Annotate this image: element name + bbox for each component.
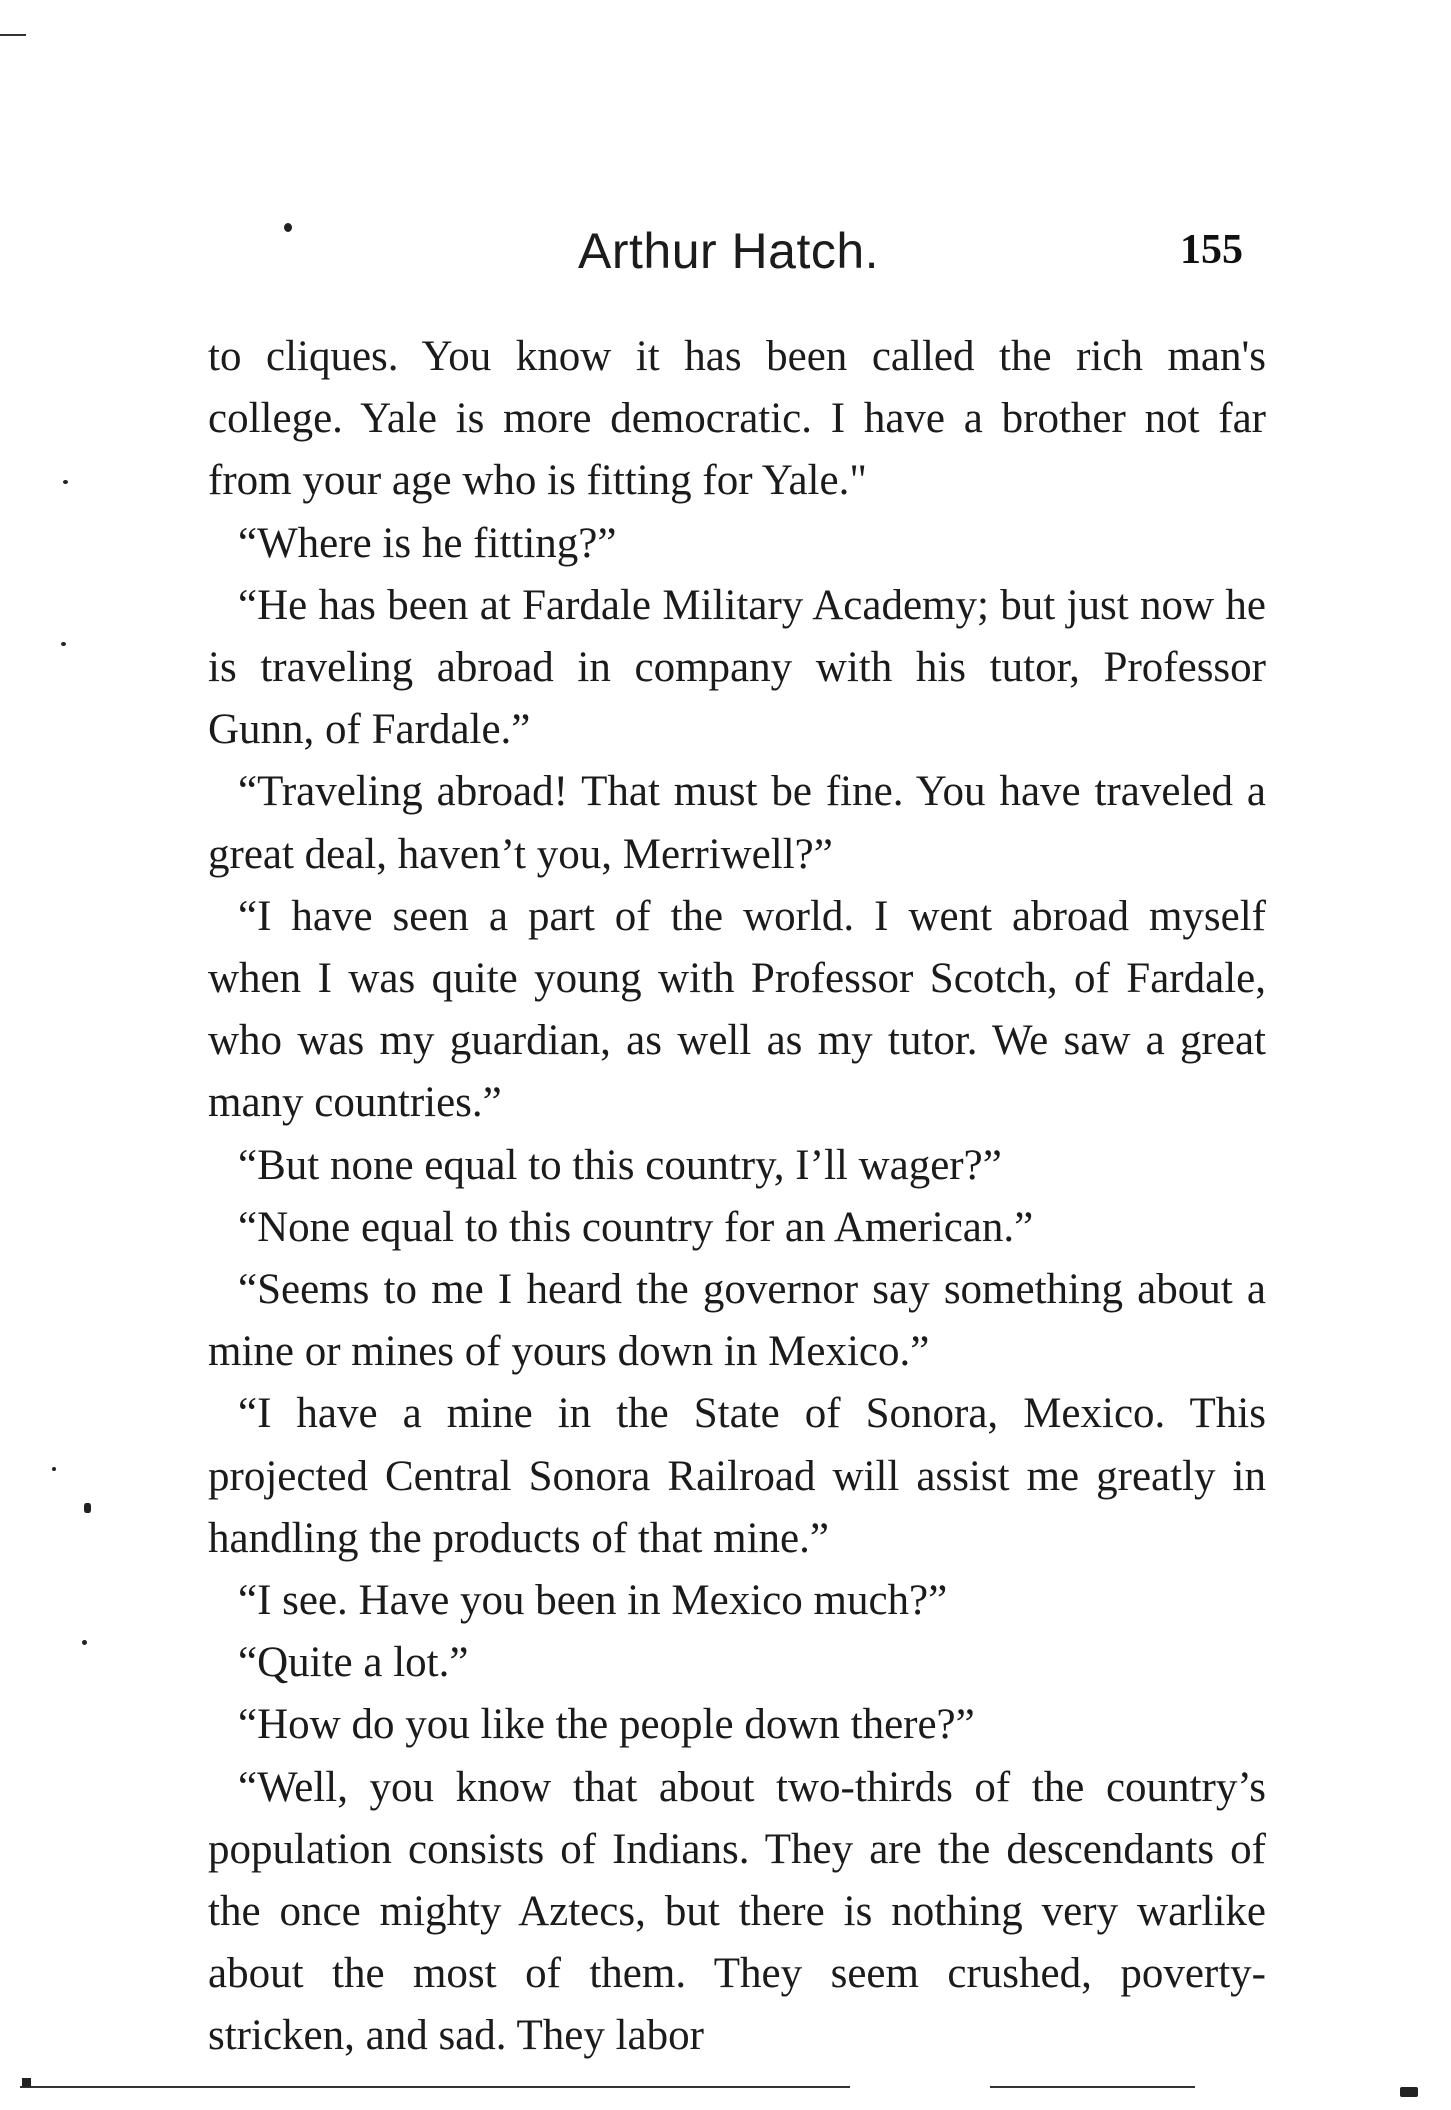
bottom-rule bbox=[20, 2086, 850, 2088]
scan-speck bbox=[63, 480, 68, 484]
paragraph: “Traveling abroad! That must be fine. You have traveled a great deal, haven’t you, Merriwell?” bbox=[208, 768, 1266, 878]
scan-speck bbox=[52, 1467, 56, 1471]
page-number: 155 bbox=[1180, 227, 1243, 273]
paragraph: “None equal to this country for an American.” bbox=[238, 1203, 1034, 1251]
paragraph: “Where is he fitting?” bbox=[238, 519, 617, 567]
paragraph: “I have seen a part of the world. I went abroad myself when I was quite young with Professor Scotch, of Fardale, who was my guardian, as well as my tutor. We saw a great many countries.” bbox=[208, 892, 1266, 1127]
scan-edge-mark bbox=[0, 34, 26, 36]
body-text bbox=[208, 326, 1266, 2068]
scan-speck bbox=[22, 2078, 31, 2087]
paragraph: “I see. Have you been in Mexico much?” bbox=[238, 1577, 948, 1625]
scan-speck bbox=[1400, 2087, 1418, 2097]
running-head bbox=[0, 222, 1451, 292]
scan-speck bbox=[61, 642, 66, 646]
scan-speck bbox=[284, 223, 292, 232]
scan-speck bbox=[82, 1640, 87, 1645]
paragraph: “Well, you know that about two-thirds of the country’s population consists of Indians. They are the descendants of the once mighty Aztecs, but there is nothing very warlike about the most of them. They seem crushed, poverty-stricken, and sad. They labor bbox=[208, 1763, 1266, 2060]
paragraph: to cliques. You know it has been called the rich man's college. Yale is more democratic. I have a brother not far from your age who is fitting for Yale." bbox=[208, 333, 1266, 505]
paragraph: “Quite a lot.” bbox=[238, 1639, 469, 1687]
paragraph: “I have a mine in the State of Sonora, Mexico. This projected Central Sonora Railroad will assist me greatly in handling the products of that mine.” bbox=[208, 1390, 1266, 1562]
paragraph: “But none equal to this country, I’ll wager?” bbox=[238, 1141, 1002, 1189]
paragraph: “Seems to me I heard the governor say something about a mine or mines of yours down in Mexico.” bbox=[208, 1266, 1266, 1376]
running-title: Arthur Hatch. bbox=[578, 223, 880, 279]
bottom-rule bbox=[990, 2086, 1195, 2088]
scan-speck bbox=[84, 1503, 91, 1513]
paragraph: “He has been at Fardale Military Academy; but just now he is traveling abroad in company with his tutor, Professor Gunn, of Fardale.” bbox=[208, 581, 1266, 754]
paragraph: “How do you like the people down there?” bbox=[238, 1701, 975, 1749]
